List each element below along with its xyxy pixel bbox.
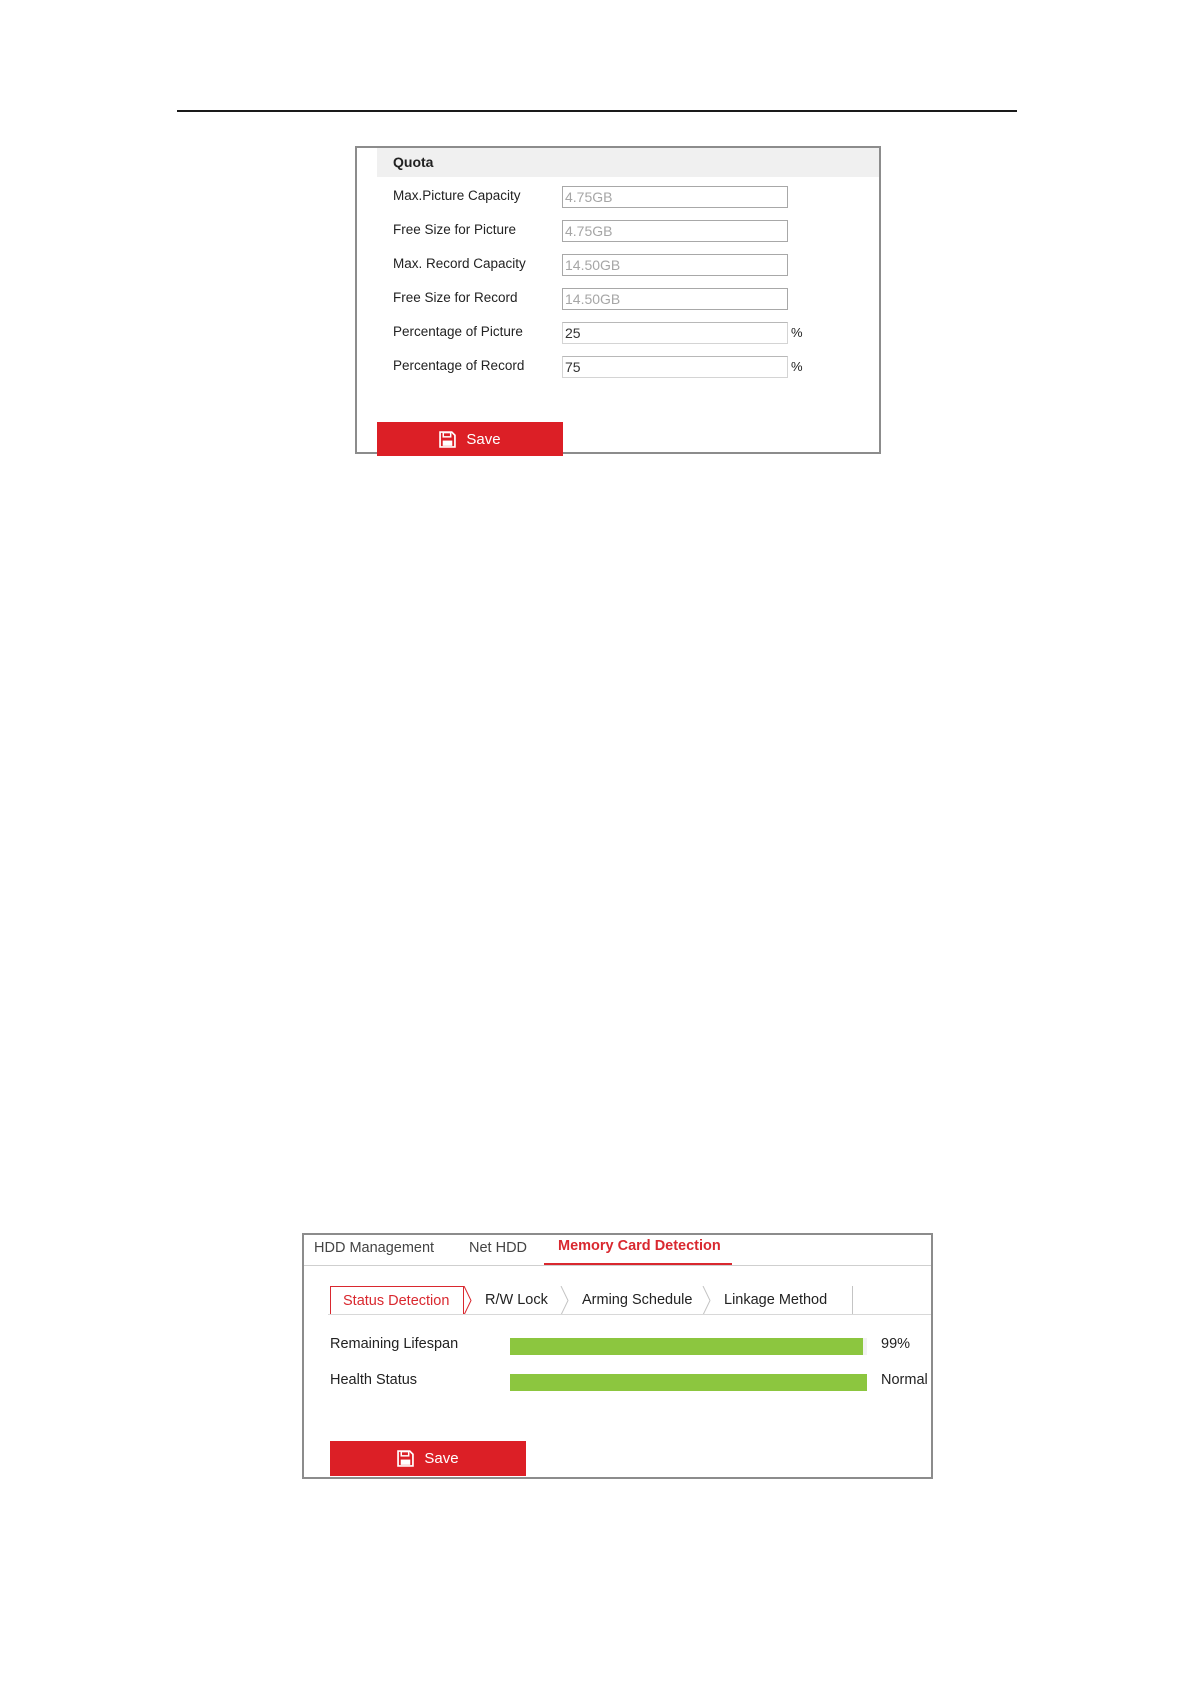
tab-memory-card-detection[interactable]: Memory Card Detection [558,1238,721,1254]
memory-card-save-label: Save [424,1450,459,1467]
percentage-record-input[interactable] [562,356,788,378]
quota-save-label: Save [466,430,501,448]
subtab-arming-schedule[interactable]: Arming Schedule [582,1292,693,1308]
tab-net-hdd[interactable]: Net HDD [469,1240,528,1256]
floppy-disk-icon [439,431,456,448]
percentage-picture-unit: % [791,325,803,340]
free-size-picture-label: Free Size for Picture [393,222,517,237]
percentage-record-row [393,356,863,378]
percentage-record-unit: % [791,359,803,374]
max-record-capacity-field [562,254,788,276]
active-tab-underline [544,1263,732,1265]
page-top-rule [177,110,1017,112]
free-size-record-row [393,288,863,310]
max-picture-capacity-row [393,186,863,208]
remaining-lifespan-label: Remaining Lifespan [330,1336,459,1352]
health-status-bar [510,1374,867,1391]
free-size-picture-row [393,220,863,242]
health-status-label: Health Status [330,1372,418,1388]
subtab-status-detection[interactable]: Status Detection [330,1286,464,1315]
percentage-picture-input[interactable] [562,322,788,344]
subtab-end-border [852,1286,853,1315]
subtab-rw-lock[interactable]: R/W Lock [485,1292,548,1308]
max-record-capacity-label: Max. Record Capacity [393,256,526,271]
percentage-picture-label: Percentage of Picture [393,324,523,339]
free-size-record-field [562,288,788,310]
health-status-bar-fill [510,1374,867,1391]
remaining-lifespan-bar-fill [510,1338,863,1355]
memory-card-panel [302,1233,933,1479]
floppy-disk-icon [397,1450,414,1467]
remaining-lifespan-row [330,1336,930,1356]
max-picture-capacity-field [562,186,788,208]
quota-section-title: Quota [377,148,879,177]
chevron-right-icon [463,1286,473,1315]
percentage-picture-row [393,322,863,344]
tab-hdd-management[interactable]: HDD Management [314,1240,435,1256]
remaining-lifespan-value: 99% [881,1336,911,1352]
subtab-linkage-method[interactable]: Linkage Method [724,1292,828,1308]
health-status-value: Normal [881,1372,928,1388]
memory-card-save-button[interactable] [330,1441,526,1476]
chevron-right-icon [702,1286,712,1315]
chevron-right-icon [560,1286,570,1315]
percentage-record-label: Percentage of Record [393,358,525,373]
quota-save-button[interactable] [377,422,563,456]
max-record-capacity-row [393,254,863,276]
free-size-record-label: Free Size for Record [393,290,518,305]
max-picture-capacity-label: Max.Picture Capacity [393,188,521,203]
quota-panel [355,146,881,454]
remaining-lifespan-bar [510,1338,867,1355]
free-size-picture-field [562,220,788,242]
main-tab-bar [304,1235,931,1266]
subtab-baseline [328,1314,931,1315]
health-status-row [330,1372,930,1392]
